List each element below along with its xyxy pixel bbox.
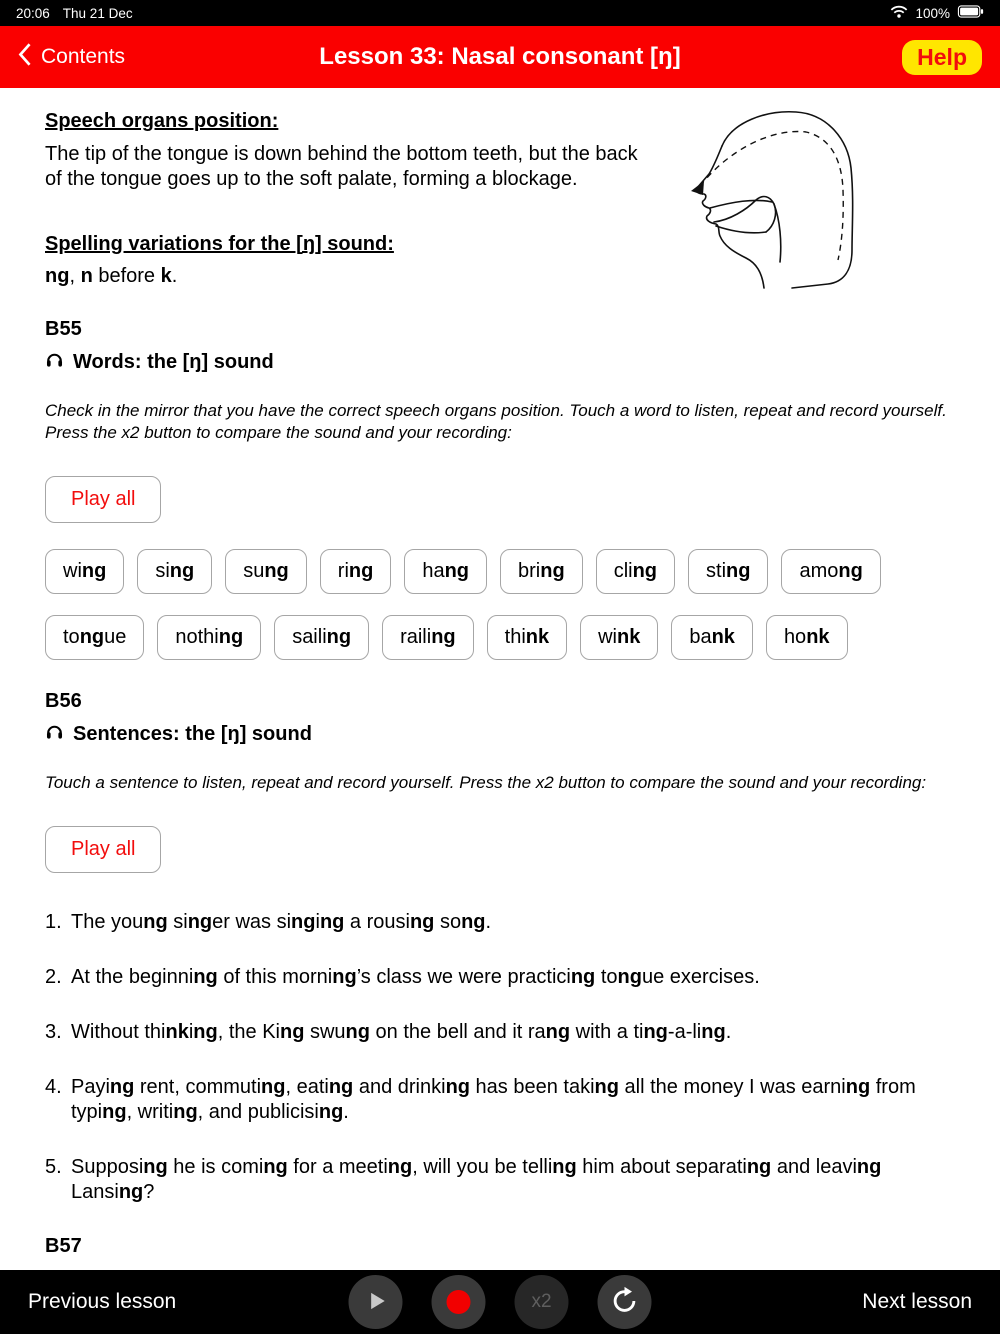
status-time: 20:06 xyxy=(16,5,50,21)
headphones-icon xyxy=(45,722,64,747)
sentence-text: Supposing he is coming for a meeting, will you be telling him about separating and leaving Lansing? xyxy=(71,1156,882,1204)
record-icon xyxy=(447,1290,471,1314)
exercise-code-b56: B56 xyxy=(45,689,82,712)
sentence-item[interactable] xyxy=(45,910,955,935)
word-button[interactable]: sung xyxy=(225,549,307,594)
help-button[interactable]: Help xyxy=(902,40,982,75)
spelling-heading: Spelling variations for the [ŋ] sound: xyxy=(45,232,394,255)
repeat-button[interactable] xyxy=(598,1275,652,1329)
play-all-sentences-button[interactable]: Play all xyxy=(45,826,161,873)
word-button[interactable]: ring xyxy=(320,549,392,594)
back-label: Contents xyxy=(41,45,126,68)
status-date: Thu 21 Dec xyxy=(62,5,133,21)
previous-lesson-button[interactable]: Previous lesson xyxy=(28,1290,177,1313)
word-button[interactable]: bring xyxy=(500,549,583,594)
exercise-code-b55: B55 xyxy=(45,317,82,340)
play-button[interactable] xyxy=(349,1275,403,1329)
word-button[interactable]: tongue xyxy=(45,615,144,660)
lesson-content xyxy=(0,88,1000,1292)
header xyxy=(0,26,1000,88)
word-button[interactable]: sailing xyxy=(274,615,369,660)
word-button[interactable]: wing xyxy=(45,549,124,594)
speech-organs-text: The tip of the tongue is down behind the bottom teeth, but the back of the tongue goes up to the soft palate, forming a blockage. xyxy=(45,143,638,191)
sentence-number: 1. xyxy=(45,911,62,934)
headphones-icon xyxy=(45,350,64,375)
sentence-item[interactable] xyxy=(45,965,955,990)
word-button[interactable]: sing xyxy=(137,549,212,594)
word-row-2 xyxy=(45,615,955,660)
battery-icon xyxy=(957,5,984,21)
sentences-instructions: Touch a sentence to listen, repeat and record yourself. Press the x2 button to compare the sound and your recording: xyxy=(45,772,927,792)
chevron-left-icon xyxy=(18,42,32,73)
sentence-text: Paying rent, commuting, eating and drinking has been taking all the money I was earning from typing, writing, and publicising. xyxy=(71,1076,916,1124)
word-button[interactable]: honk xyxy=(766,615,848,660)
word-button[interactable]: nothing xyxy=(157,615,261,660)
word-row-1 xyxy=(45,549,955,594)
exercise-title-text: Sentences: the [ŋ] sound xyxy=(73,722,312,745)
sentence-text: At the beginning of this morning’s class we were practicing tongue exercises. xyxy=(71,966,760,989)
word-button[interactable]: among xyxy=(781,549,880,594)
play-all-words-button[interactable]: Play all xyxy=(45,476,161,523)
exercise-title-b56 xyxy=(45,722,955,747)
exercise-title-b55 xyxy=(45,350,955,375)
word-button[interactable]: wink xyxy=(580,615,658,660)
playback-controls xyxy=(349,1275,652,1329)
sentence-list xyxy=(45,910,955,1205)
sentence-item[interactable] xyxy=(45,1020,955,1045)
word-button[interactable]: sting xyxy=(688,549,768,594)
sentence-number: 2. xyxy=(45,966,62,989)
sentence-number: 5. xyxy=(45,1156,62,1179)
status-bar xyxy=(0,0,1000,26)
speech-organs-diagram xyxy=(670,102,875,302)
words-instructions: Check in the mirror that you have the correct speech organs position. Touch a word to listen, repeat and record yourself. Press the x2 button to compare the sound and your recording: xyxy=(45,400,947,442)
sentence-number: 4. xyxy=(45,1076,62,1099)
sentence-text: The young singer was singing a rousing song. xyxy=(71,911,492,934)
speech-organs-heading: Speech organs position: xyxy=(45,110,279,132)
next-lesson-button[interactable]: Next lesson xyxy=(862,1290,972,1313)
exercise-code-b57: B57 xyxy=(45,1235,82,1258)
x2-compare-button[interactable]: x2 xyxy=(515,1275,569,1329)
footer-toolbar xyxy=(0,1270,1000,1334)
repeat-icon xyxy=(610,1286,640,1319)
word-button[interactable]: bank xyxy=(671,615,753,660)
page-title: Lesson 33: Nasal consonant [ŋ] xyxy=(319,43,681,70)
sentence-item[interactable] xyxy=(45,1075,955,1125)
sentence-text: Without thinking, the King swung on the bell and it rang with a ting-a-ling. xyxy=(71,1021,732,1044)
play-icon xyxy=(363,1288,389,1317)
wifi-icon xyxy=(890,5,908,21)
word-button[interactable]: think xyxy=(487,615,567,660)
sentence-number: 3. xyxy=(45,1021,62,1044)
battery-percent: 100% xyxy=(915,5,950,21)
record-button[interactable] xyxy=(432,1275,486,1329)
back-button[interactable] xyxy=(18,42,125,73)
word-button[interactable]: cling xyxy=(596,549,675,594)
sentence-item[interactable] xyxy=(45,1155,955,1205)
word-button[interactable]: hang xyxy=(404,549,487,594)
exercise-title-text: Words: the [ŋ] sound xyxy=(73,350,274,373)
word-button[interactable]: railing xyxy=(382,615,474,660)
spelling-text: ng, n before k. xyxy=(45,264,178,287)
